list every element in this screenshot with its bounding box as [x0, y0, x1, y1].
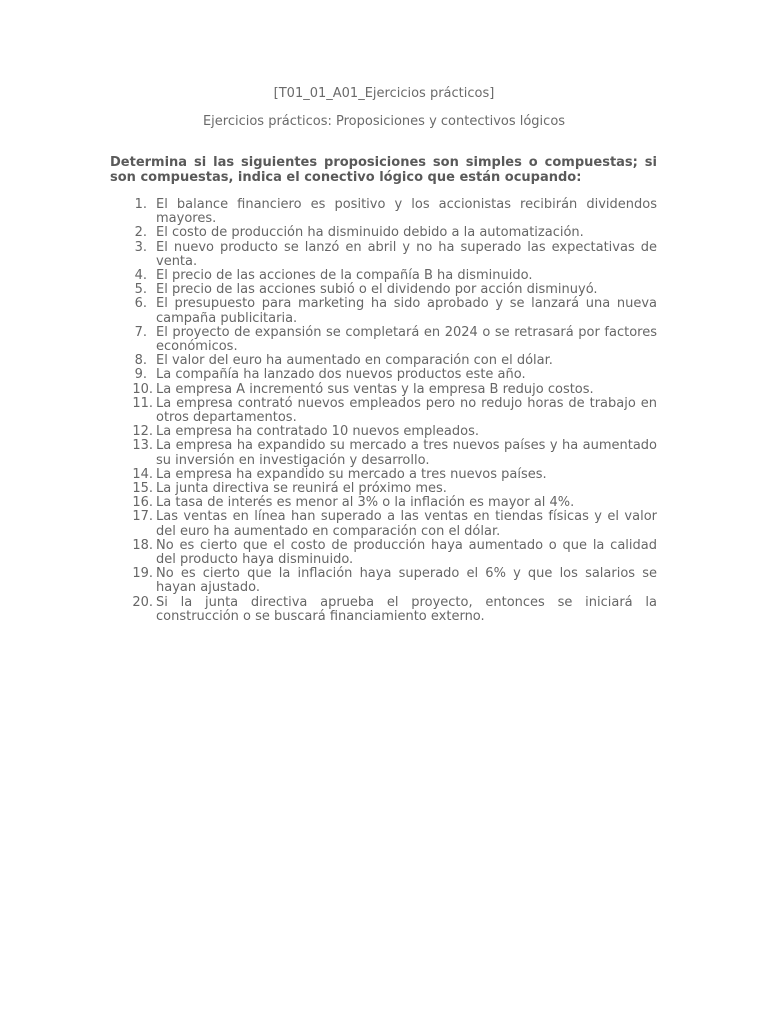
item-number: 3. [134, 239, 147, 255]
item-number: 14. [132, 466, 153, 482]
item-number: 2. [134, 225, 147, 241]
item-text: La empresa A incrementó sus ventas y la empresa B redujo costos. [156, 381, 594, 397]
exercise-list [110, 198, 657, 624]
item-text: La empresa ha expandido su mercado a tres nuevos países y ha aumentado su inversión en investigación y desarrollo. [156, 438, 657, 468]
item-number: 13. [132, 438, 153, 454]
list-item [110, 383, 657, 397]
list-item [110, 198, 657, 226]
list-item [110, 283, 657, 297]
list-item [110, 326, 657, 354]
item-text: El proyecto de expansión se completará en 2024 o se retrasará por factores económicos. [156, 324, 657, 355]
list-item [110, 425, 657, 439]
item-number: 12. [132, 424, 153, 440]
list-item [110, 468, 657, 482]
document-subtitle: Ejercicios prácticos: Proposiciones y contectivos lógicos [202, 114, 566, 129]
item-number: 1. [134, 197, 147, 212]
item-text: El precio de las acciones subió o el dividendo por acción disminuyó. [156, 282, 598, 298]
item-text: El presupuesto para marketing ha sido aprobado y se lanzará una nueva campaña publicitaria. [156, 296, 657, 326]
item-text: El balance financiero es positivo y los accionistas recibirán dividendos mayores. [156, 197, 657, 227]
list-item [110, 354, 657, 368]
list-item [110, 482, 657, 496]
instructions-paragraph: Determina si las siguientes proposiciones son simples o compuestas; si son compuestas, indica el conectivo lógico que están ocupando: [110, 155, 657, 185]
item-text: No es cierto que el costo de producción haya aumentado o que la calidad del producto haya disminuido. [156, 537, 657, 568]
list-item [110, 567, 657, 595]
list-item [110, 596, 657, 624]
item-number: 5. [134, 282, 147, 298]
item-text: El valor del euro ha aumentado en comparación con el dólar. [156, 353, 553, 369]
list-item [110, 510, 657, 538]
item-number: 18. [132, 537, 153, 553]
item-text: El nuevo producto se lanzó en abril y no ha superado las expectativas de venta. [156, 239, 657, 269]
item-text: La compañía ha lanzado dos nuevos productos este año. [156, 367, 526, 383]
list-item [110, 397, 657, 425]
item-text: El costo de producción ha disminuido debido a la automatización. [156, 225, 584, 241]
list-item [110, 269, 657, 283]
item-text: Las ventas en línea han superado a las ventas en tiendas físicas y el valor del euro ha aumentado en comparación con el dólar. [156, 509, 657, 539]
item-text: No es cierto que la inflación haya superado el 6% y que los salarios se hayan ajustado. [156, 566, 657, 596]
list-item [110, 368, 657, 382]
list-item [110, 439, 657, 467]
item-text: La empresa ha expandido su mercado a tres nuevos países. [156, 466, 547, 482]
document-code-title: [T01_01_A01_Ejercicios prácticos] [273, 86, 495, 101]
list-item [110, 226, 657, 240]
list-item [110, 496, 657, 510]
list-item [110, 297, 657, 325]
item-text: La tasa de interés es menor al 3% o la inflación es mayor al 4%. [156, 495, 575, 511]
list-item [110, 241, 657, 269]
item-text: Si la junta directiva aprueba el proyecto, entonces se iniciará la construcción o se buscará financiamiento externo. [156, 594, 657, 624]
item-number: 17. [132, 509, 153, 525]
item-number: 8. [134, 353, 147, 369]
item-number: 6. [134, 296, 147, 312]
item-number: 7. [134, 324, 147, 340]
item-number: 19. [132, 566, 153, 582]
list-item [110, 539, 657, 567]
item-text: La junta directiva se reunirá el próximo mes. [156, 481, 447, 497]
item-number: 20. [132, 594, 153, 610]
item-number: 16. [132, 495, 153, 511]
item-text: La empresa contrató nuevos empleados pero no redujo horas de trabajo en otros departamentos. [156, 395, 657, 426]
item-number: 4. [134, 268, 147, 284]
item-number: 11. [132, 395, 153, 411]
item-text: La empresa ha contratado 10 nuevos empleados. [156, 424, 479, 440]
item-number: 9. [134, 367, 147, 383]
item-text: El precio de las acciones de la compañía B ha disminuido. [156, 268, 533, 284]
item-number: 10. [132, 381, 153, 397]
item-number: 15. [132, 481, 153, 497]
